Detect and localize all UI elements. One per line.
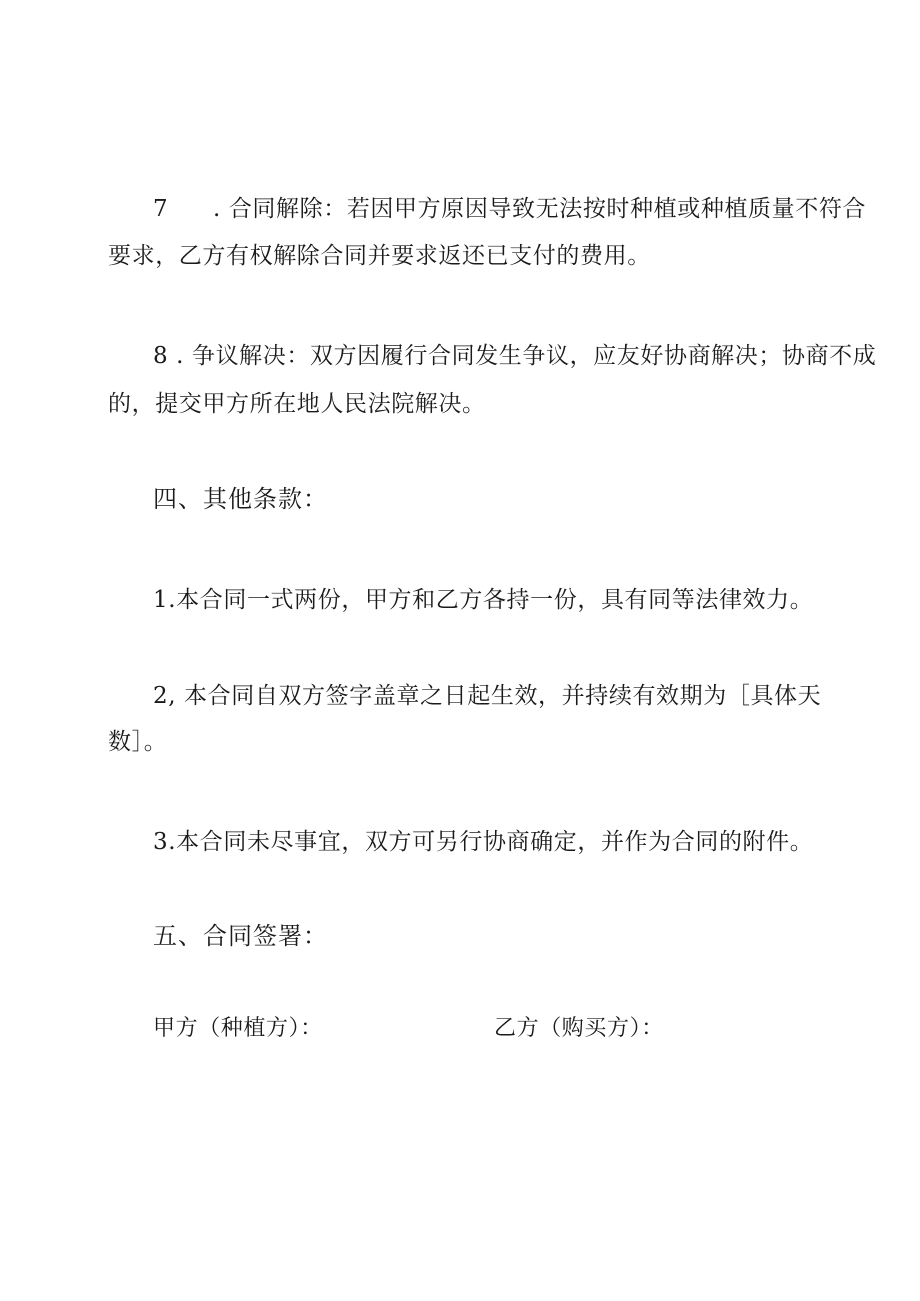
clause-7-number: 7	[153, 196, 169, 222]
section-4-item-3: 3.本合同未尽事宜，双方可另行协商确定，并作为合同的附件。	[153, 829, 814, 855]
section-4-heading: 四、其他条款：	[153, 485, 328, 513]
section-4-item-2-line-2: 数］。	[108, 729, 168, 755]
section-4-item-2-line-1: 2, 本合同自双方签字盖章之日起生效，并持续有效期为［具体天	[153, 683, 822, 709]
clause-7-text: . 合同解除：若因甲方原因导致无法按时种植或种植质量不符合	[213, 196, 867, 222]
clause-7-line-1	[153, 196, 873, 222]
party-a-label: 甲方（种植方）：	[153, 1016, 323, 1041]
party-b-label: 乙方（购买方）：	[494, 1016, 664, 1041]
clause-8-line-2: 的，提交甲方所在地人民法院解决。	[108, 391, 486, 417]
clause-8-line-1: 8 . 争议解决：双方因履行合同发生争议，应友好协商解决；协商不成	[153, 343, 877, 369]
section-5-heading: 五、合同签署：	[153, 922, 328, 950]
section-4-item-1: 1.本合同一式两份，甲方和乙方各持一份，具有同等法律效力。	[153, 587, 814, 613]
clause-7-line-2: 要求，乙方有权解除合同并要求返还已支付的费用。	[108, 243, 651, 269]
